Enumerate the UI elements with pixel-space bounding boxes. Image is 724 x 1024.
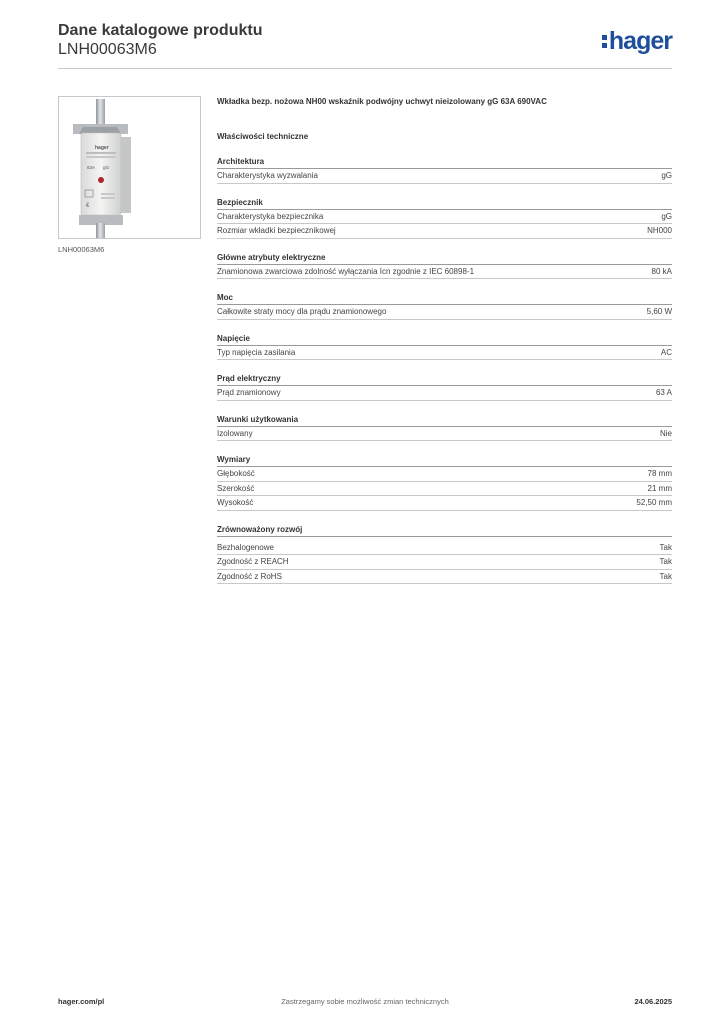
- property-value: NH000: [647, 226, 672, 235]
- property-label: Całkowite straty mocy dla prądu znamionowego: [217, 307, 387, 316]
- group-title: Bezpiecznik: [217, 197, 672, 210]
- property-label: Zgodność z RoHS: [217, 571, 282, 581]
- property-value: 78 mm: [647, 469, 672, 478]
- property-value: Tak: [659, 542, 672, 552]
- group-title: Zrównoważony rozwój: [217, 524, 672, 537]
- website-link[interactable]: hager.com/pl: [58, 997, 105, 1006]
- svg-text:€: €: [86, 203, 90, 209]
- indicator-icon: [98, 177, 104, 183]
- fuse-brand-text: hager: [95, 145, 109, 151]
- property-value: 52,50 mm: [636, 498, 672, 507]
- group-title: Moc: [217, 292, 672, 305]
- property-label: Znamionowa zwarciowa zdolność wyłączania Icn zgodnie z IEC 60898-1: [217, 266, 475, 276]
- property-row: [217, 427, 672, 442]
- property-value: Tak: [659, 571, 672, 581]
- property-group-architektura: [217, 156, 672, 184]
- property-row: [217, 496, 672, 511]
- product-title: Wkładka bezp. nożowa NH00 wskaźnik podwójny uchwyt nieizolowany gG 63A 690VAC: [217, 97, 547, 106]
- group-title: Prąd elektryczny: [217, 373, 672, 386]
- property-label: Bezhalogenowe: [217, 542, 274, 552]
- logo-text: hager: [608, 26, 672, 55]
- property-value: Nie: [659, 428, 672, 438]
- property-label: Charakterystyka bezpiecznika: [217, 211, 324, 221]
- bottom-blade: [96, 223, 105, 238]
- property-label: Wysokość: [217, 498, 254, 507]
- logo-dots-icon: [602, 33, 607, 49]
- property-row: [217, 386, 672, 401]
- property-label: Prąd znamionowy: [217, 388, 281, 397]
- property-value: 5,60 W: [646, 307, 672, 316]
- fuse-rating-text: 63A: [87, 165, 96, 170]
- property-row: [217, 467, 672, 482]
- property-label: Szerokość: [217, 483, 255, 493]
- property-value: Tak: [659, 557, 672, 566]
- group-title: Wymiary: [217, 454, 672, 467]
- property-row: [217, 265, 672, 280]
- property-label: Głębokość: [217, 469, 255, 478]
- property-row: [217, 169, 672, 184]
- group-title: Napięcie: [217, 333, 672, 346]
- property-value: 21 mm: [647, 483, 672, 493]
- property-value: AC: [660, 347, 672, 357]
- page-header: [58, 22, 672, 69]
- property-label: Typ napięcia zasilania: [217, 347, 296, 357]
- property-row: [217, 346, 672, 361]
- property-group-zrownowazony-rozwoj: [217, 524, 672, 585]
- group-title: Architektura: [217, 156, 672, 169]
- property-label: Izolowany: [217, 428, 253, 438]
- property-value: 80 kA: [651, 266, 672, 276]
- property-value: gG: [661, 171, 672, 180]
- property-group-warunki: [217, 414, 672, 442]
- nh-fuse-illustration: [59, 97, 200, 238]
- property-group-moc: [217, 292, 672, 320]
- product-details: [217, 96, 672, 584]
- property-row: [217, 305, 672, 320]
- property-value: gG: [661, 211, 672, 221]
- property-label: Charakterystyka wyzwalania: [217, 171, 318, 180]
- property-group-bezpiecznik: [217, 197, 672, 239]
- page-footer: [58, 997, 672, 1011]
- property-row: [217, 210, 672, 225]
- property-label: Zgodność z REACH: [217, 557, 289, 566]
- property-row: [217, 482, 672, 497]
- property-value: 63 A: [655, 388, 672, 397]
- disclaimer-text: Zastrzegamy sobie możliwość zmian technicznych: [281, 997, 449, 1006]
- property-group-wymiary: [217, 454, 672, 511]
- section-heading: Właściwości techniczne: [217, 132, 309, 141]
- property-row: [217, 224, 672, 239]
- hager-logo: [602, 28, 672, 54]
- image-caption: LNH00063M6: [58, 245, 105, 254]
- property-label: Rozmiar wkładki bezpiecznikowej: [217, 226, 336, 235]
- document-title: Dane katalogowe produktu: [58, 22, 263, 39]
- document-date: 24.06.2025: [634, 997, 672, 1006]
- property-group-prad: [217, 373, 672, 401]
- property-row: [217, 541, 672, 556]
- fuse-class-text: gG: [103, 165, 110, 170]
- group-title: Główne atrybuty elektryczne: [217, 252, 672, 265]
- group-title: Warunki użytkowania: [217, 414, 672, 427]
- product-code: LNH00063M6: [58, 41, 157, 58]
- fuse-side: [121, 137, 131, 213]
- property-group-napiecie: [217, 333, 672, 361]
- property-row: [217, 570, 672, 585]
- property-row: [217, 555, 672, 570]
- property-group-glowne-atrybuty: [217, 252, 672, 280]
- product-image: [58, 96, 201, 239]
